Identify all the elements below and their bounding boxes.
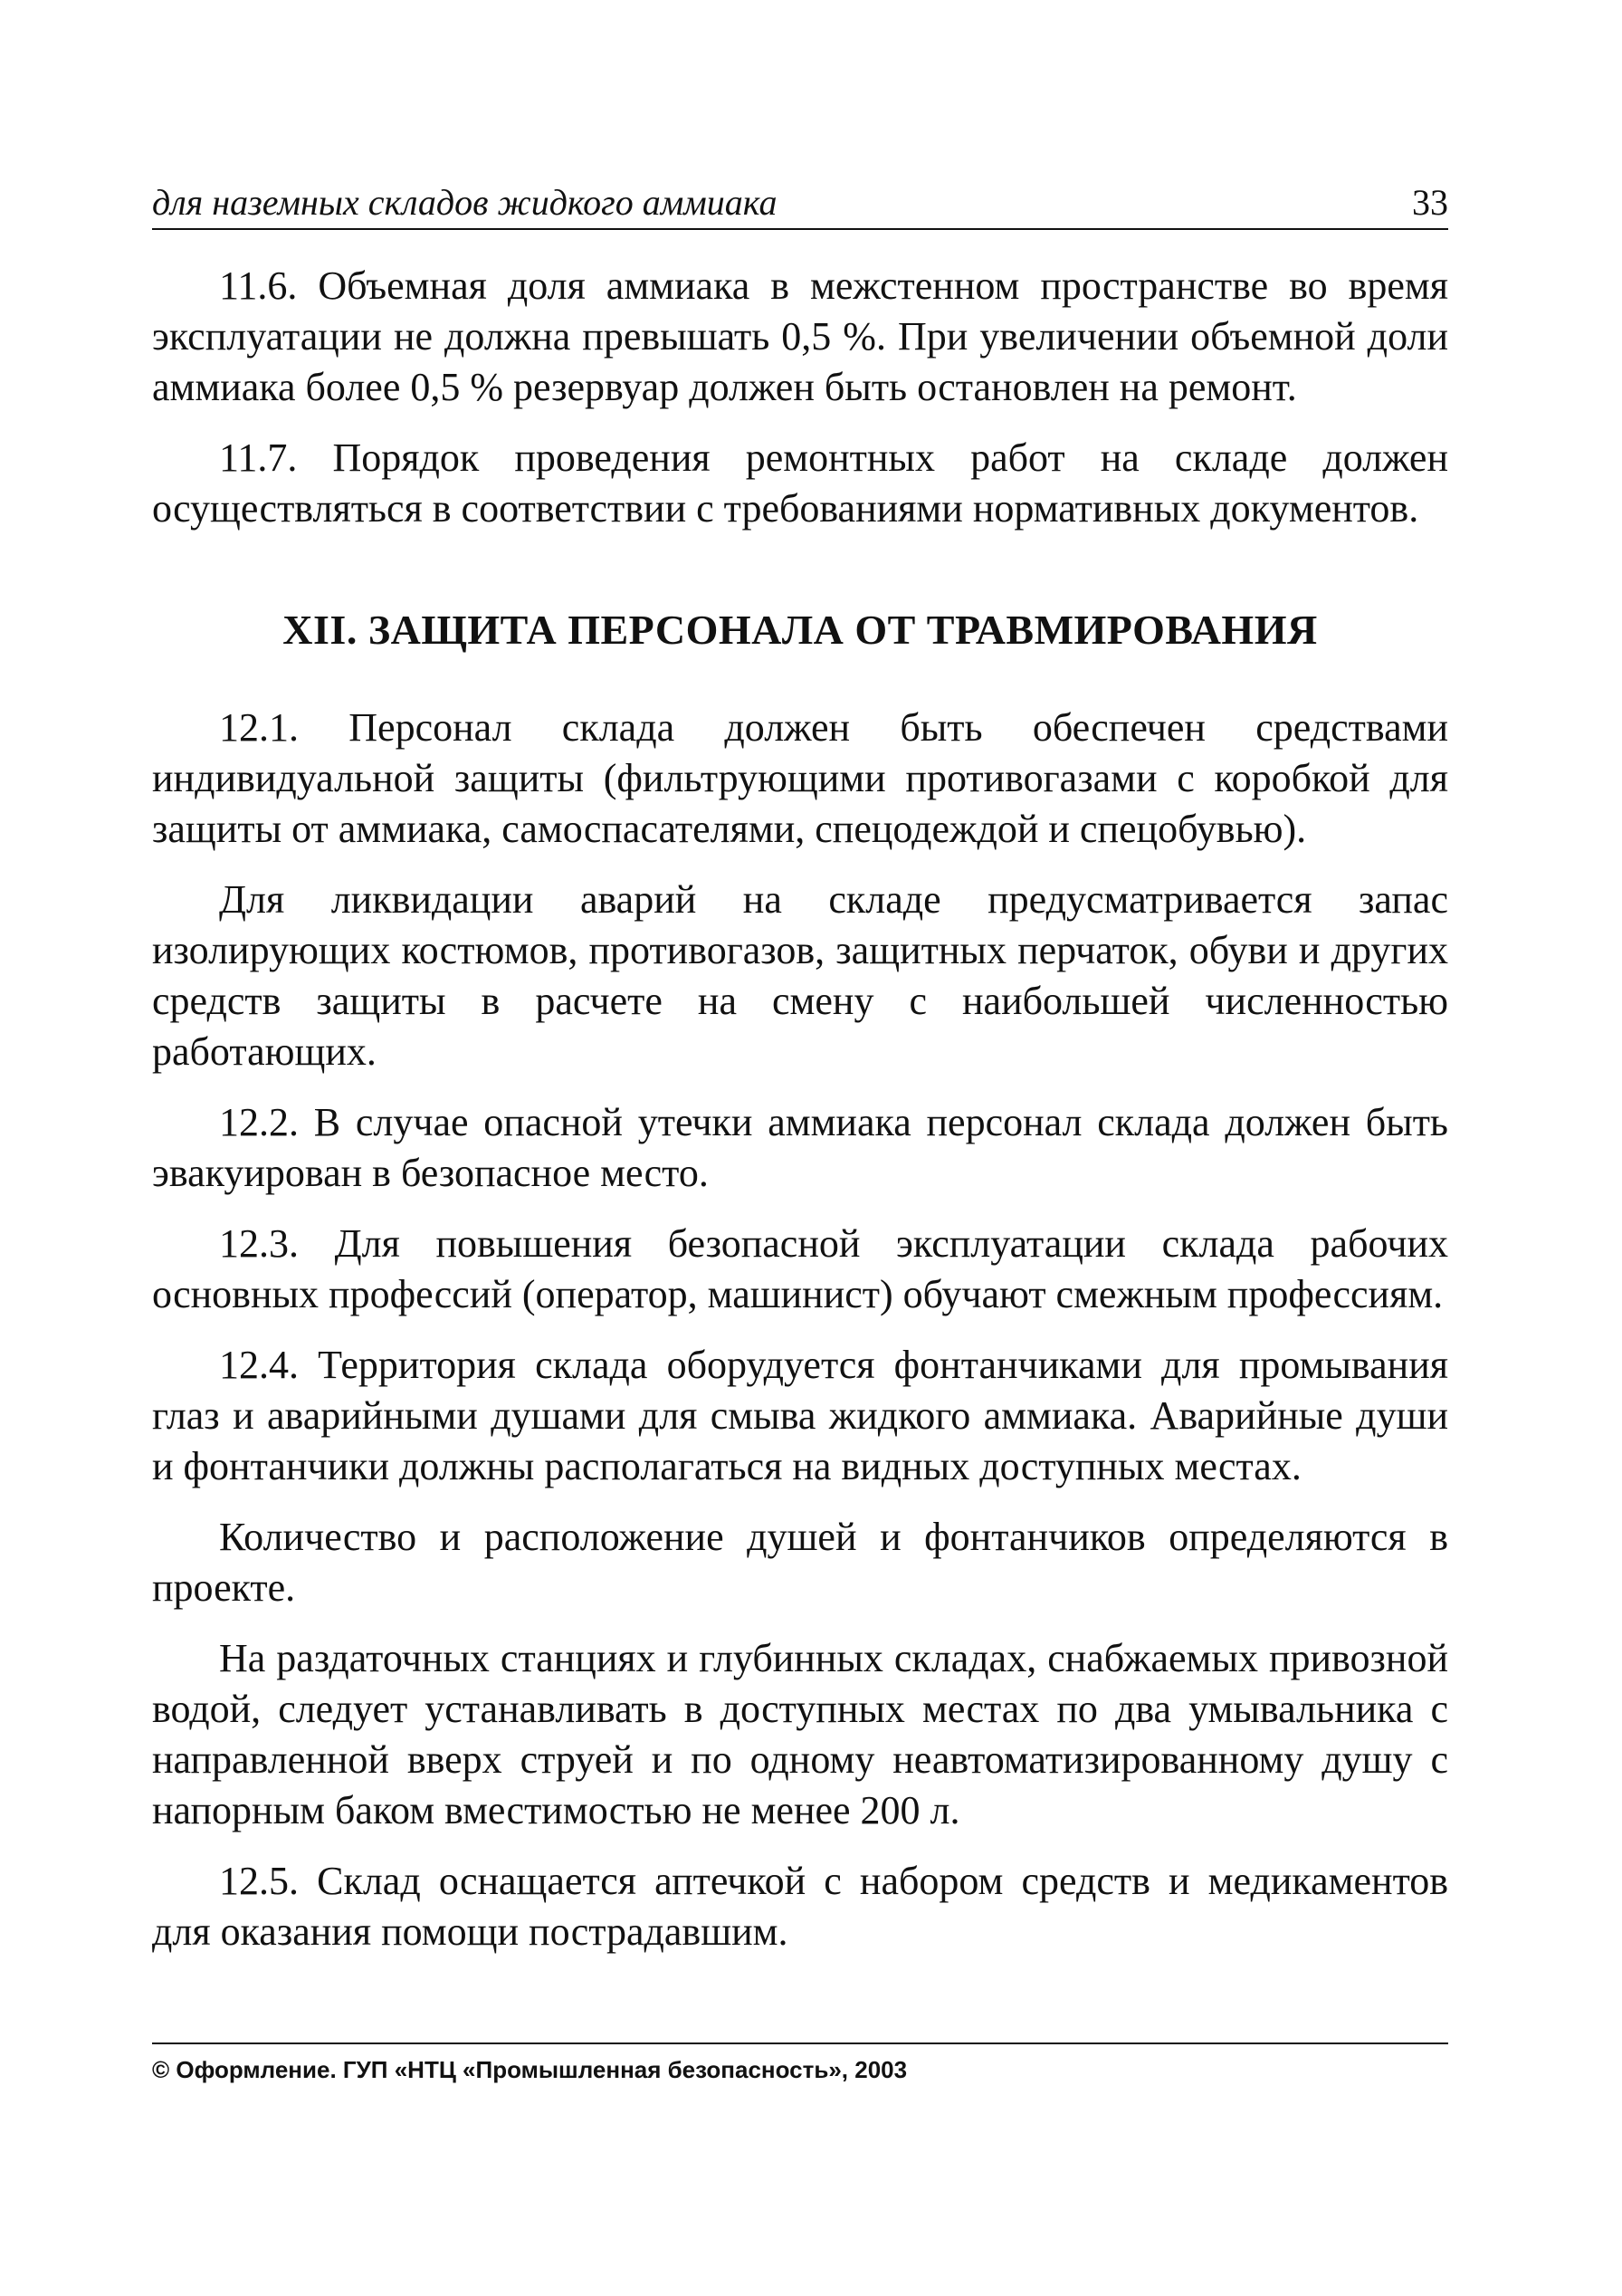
paragraph-12-4-quantity: Количество и расположение душей и фонтанчиков определяются в проекте.	[152, 1515, 1448, 1610]
document-page	[152, 181, 1448, 1977]
paragraph-12-1-continued: Для ликвидации аварий на складе предусматривается запас изолирующих костюмов, противогазов, защитных перчаток, обуви и других средств защиты в расчете на смену с наибольшей численностью работающих.	[152, 877, 1448, 1074]
copyright-footer: © Оформление. ГУП «НТЦ «Промышленная безопасность», 2003	[152, 2042, 1448, 2084]
page-number: 33	[1412, 182, 1448, 223]
paragraph-12-3: 12.3. Для повышения безопасной эксплуатации склада рабочих основных профессий (оператор, машинист) обучают смежным профессиям.	[152, 1221, 1448, 1316]
paragraph-12-5: 12.5. Склад оснащается аптечкой с набором средств и медикаментов для оказания помощи пострадавшим.	[152, 1859, 1448, 1954]
paragraph-12-4: 12.4. Территория склада оборудуется фонтанчиками для промывания глаз и аварийными душами для смыва жидкого аммиака. Аварийные души и фонтанчики должны располагаться на видных доступных местах.	[152, 1343, 1448, 1488]
paragraph-12-4-stations: На раздаточных станциях и глубинных складах, снабжаемых привозной водой, следует устанавливать в доступных местах по два умывальника с направленной вверх струей и по одному неавтоматизированному душу с напорным баком вместимостью не менее 200 л.	[152, 1636, 1448, 1832]
paragraph-11-6: 11.6. Объемная доля аммиака в межстенном пространстве во время эксплуатации не должна превышать 0,5 %. При увеличении объемной доли аммиака более 0,5 % резервуар должен быть остановлен на ремонт.	[152, 263, 1448, 409]
running-header-title: для наземных складов жидкого аммиака	[152, 182, 778, 223]
paragraph-12-2: 12.2. В случае опасной утечки аммиака персонал склада должен быть эвакуирован в безопасное место.	[152, 1100, 1448, 1195]
section-heading: XII. ЗАЩИТА ПЕРСОНАЛА ОТ ТРАВМИРОВАНИЯ	[282, 607, 1318, 653]
body-text	[152, 261, 1448, 1957]
paragraph-12-1: 12.1. Персонал склада должен быть обеспечен средствами индивидуальной защиты (фильтрующими противогазами с коробкой для защиты от аммиака, самоспасателями, спецодеждой и спецобувью).	[152, 705, 1448, 851]
running-header	[152, 181, 1448, 230]
paragraph-11-7: 11.7. Порядок проведения ремонтных работ на складе должен осуществляться в соответствии с требованиями нормативных документов.	[152, 435, 1448, 531]
